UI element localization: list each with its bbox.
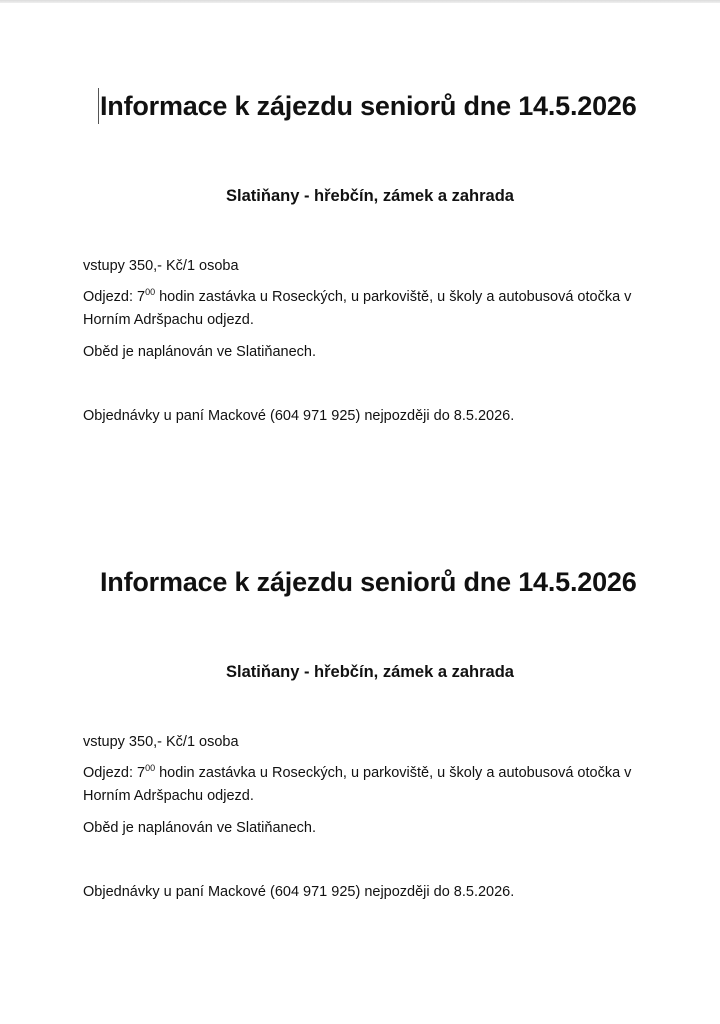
- document-title[interactable]: Informace k zájezdu seniorů dne 14.5.2026: [100, 91, 637, 121]
- trip-subtitle[interactable]: Slatiňany - hřebčín, zámek a zahrada: [226, 187, 514, 205]
- departure-paragraph[interactable]: [83, 762, 643, 807]
- text-cursor: [98, 88, 99, 124]
- departure-rest: hodin zastávka u Roseckých, u parkoviště, u školy a autobusová otočka v Horním Adršpachu odjezd.: [83, 765, 632, 804]
- departure-prefix: Odjezd: 7: [83, 289, 146, 305]
- departure-rest: hodin zastávka u Roseckých, u parkoviště, u školy a autobusová otočka v Horním Adršpachu odjezd.: [83, 289, 632, 328]
- departure-prefix: Odjezd: 7: [83, 765, 146, 781]
- orders-paragraph[interactable]: Objednávky u paní Mackové (604 971 925) nejpozději do 8.5.2026.: [83, 884, 515, 900]
- lunch-paragraph[interactable]: Oběd je naplánován ve Slatiňanech.: [83, 820, 316, 836]
- lunch-paragraph[interactable]: Oběd je naplánován ve Slatiňanech.: [83, 344, 316, 360]
- departure-paragraph[interactable]: [83, 286, 643, 331]
- orders-paragraph[interactable]: Objednávky u paní Mackové (604 971 925) nejpozději do 8.5.2026.: [83, 408, 515, 424]
- document-title[interactable]: Informace k zájezdu seniorů dne 14.5.2026: [100, 567, 637, 597]
- price-paragraph[interactable]: vstupy 350,- Kč/1 osoba: [83, 734, 239, 750]
- trip-subtitle[interactable]: Slatiňany - hřebčín, zámek a zahrada: [226, 663, 514, 681]
- page-top-edge: [0, 0, 720, 3]
- departure-minutes: 00: [145, 763, 156, 773]
- departure-minutes: 00: [145, 287, 156, 297]
- price-paragraph[interactable]: vstupy 350,- Kč/1 osoba: [83, 258, 239, 274]
